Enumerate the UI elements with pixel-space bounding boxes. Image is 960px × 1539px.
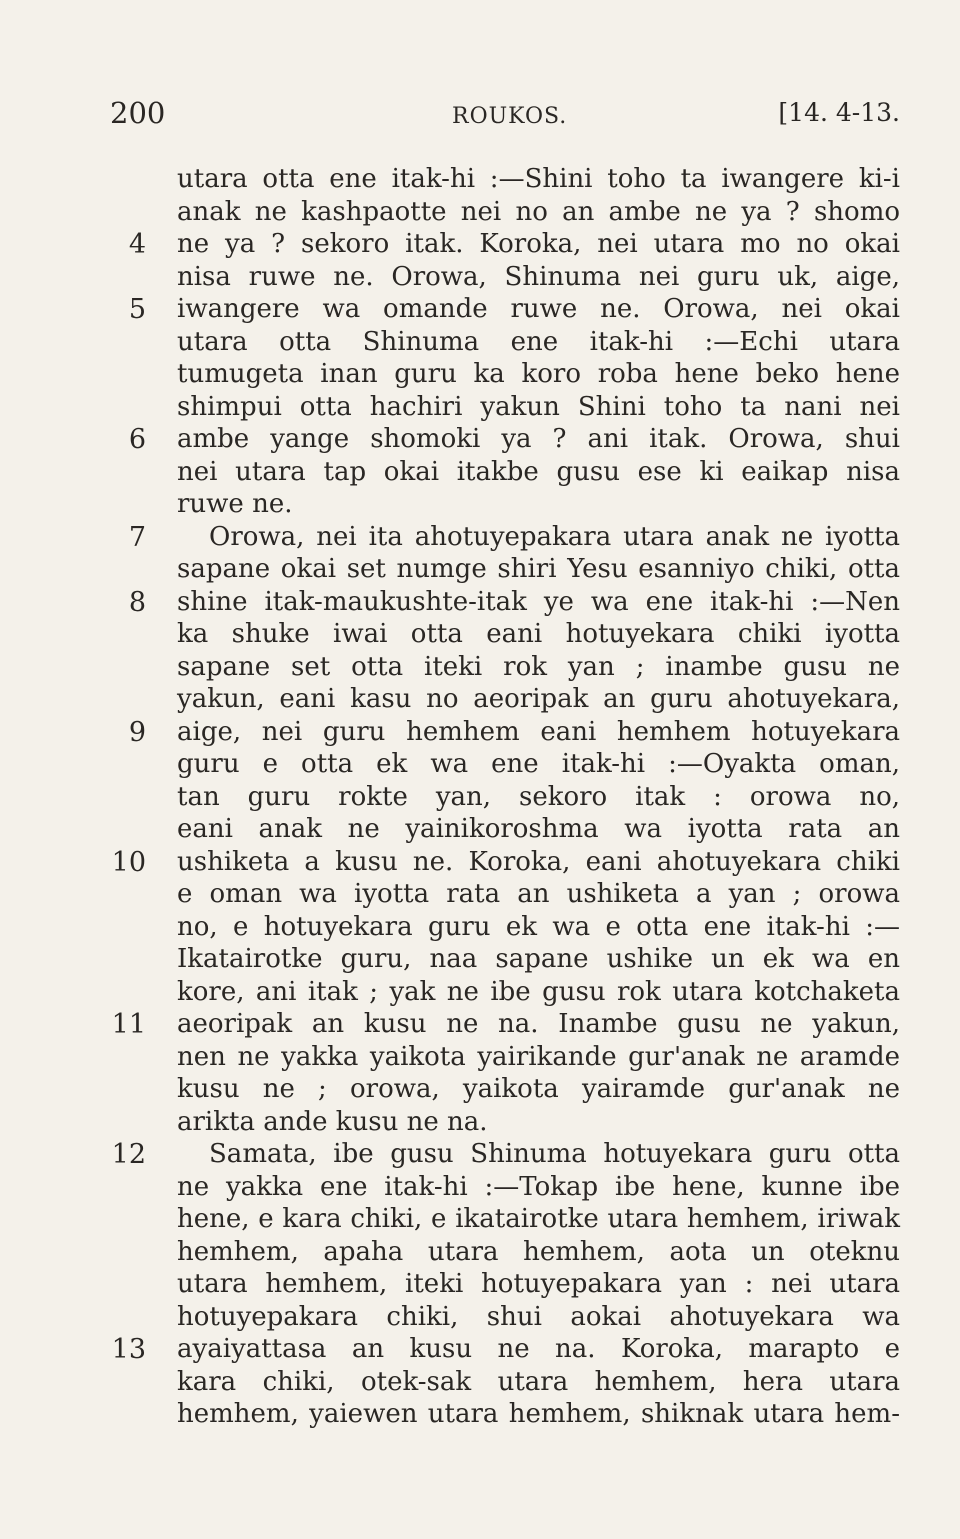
verse-number: 7 <box>128 521 146 553</box>
line-text: ushiketa a kusu ne. Koroka, eani ahotuyekara chiki <box>177 846 900 877</box>
line-text: nei utara tap okai itakbe gusu ese ki eaikap nisa <box>177 456 900 487</box>
line-text: nisa ruwe ne. Orowa, Shinuma nei guru uk, aige, <box>177 261 900 292</box>
text-line <box>0 652 960 685</box>
text-line <box>0 1237 960 1270</box>
text-line <box>0 489 960 522</box>
text-line <box>0 587 960 620</box>
line-text: ruwe ne. <box>177 489 293 519</box>
text-line <box>0 294 960 327</box>
line-text: hene, e kara chiki, e ikatairotke utara hemhem, iriwak <box>177 1204 900 1234</box>
text-line <box>0 912 960 945</box>
text-line <box>0 262 960 295</box>
line-text: sapane set otta iteki rok yan ; inambe gusu ne <box>177 651 900 682</box>
text-line <box>0 457 960 490</box>
text-line <box>0 814 960 847</box>
line-text: tumugeta inan guru ka koro roba hene beko hene <box>177 359 900 389</box>
line-text: utara otta Shinuma ene itak-hi :—Echi utara <box>177 326 900 357</box>
text-line <box>0 977 960 1010</box>
text-line <box>0 619 960 652</box>
line-text: ambe yange shomoki ya ? ani itak. Orowa, shui <box>177 424 900 454</box>
line-text: ne yakka ene itak-hi :—Tokap ibe hene, kunne ibe <box>177 1171 900 1202</box>
text-line <box>0 1009 960 1042</box>
line-text: kara chiki, otek-sak utara hemhem, hera utara <box>177 1366 900 1397</box>
text-line <box>0 327 960 360</box>
line-text: eani anak ne yainikoroshma wa iyotta rata an <box>177 814 900 844</box>
line-text: hotuyepakara chiki, shui aokai ahotuyekara wa <box>177 1301 900 1332</box>
line-text: shine itak-maukushte-itak ye wa ene itak-hi :—Nen <box>177 586 900 617</box>
line-text: ka shuke iwai otta eani hotuyekara chiki iyotta <box>177 619 900 649</box>
text-line <box>0 684 960 717</box>
line-text: aige, nei guru hemhem eani hemhem hotuyekara <box>177 716 900 747</box>
line-text: nen ne yakka yaikota yairikande gur'anak ne aramde <box>177 1041 900 1072</box>
line-text: Ikatairotke guru, naa sapane ushike un ek wa en <box>177 944 900 974</box>
verse-number: 4 <box>128 229 146 260</box>
text-line <box>0 359 960 392</box>
text-line <box>0 879 960 912</box>
text-line <box>0 522 960 555</box>
text-line <box>0 229 960 262</box>
text-line <box>0 1302 960 1335</box>
running-header <box>110 96 900 136</box>
line-text: no, e hotuyekara guru ek wa e otta ene itak-hi :— <box>177 911 900 942</box>
verse-number: 12 <box>111 1139 146 1170</box>
line-text: utara otta ene itak-hi :—Shini toho ta iwangere ki-i <box>177 164 900 194</box>
text-line <box>0 782 960 815</box>
running-title: ROUKOS. <box>452 104 568 129</box>
text-line <box>0 1367 960 1400</box>
line-text: ayaiyattasa an kusu ne na. Koroka, marapto e <box>177 1334 900 1364</box>
line-text: utara hemhem, iteki hotuyepakara yan : nei utara <box>177 1269 900 1299</box>
verse-number: 8 <box>128 586 146 618</box>
line-text: Samata, ibe gusu Shinuma hotuyekara guru otta <box>209 1139 900 1169</box>
verse-number: 11 <box>111 1009 146 1040</box>
verse-number: 9 <box>128 716 146 748</box>
line-text: Orowa, nei ita ahotuyepakara utara anak ne iyotta <box>209 521 900 552</box>
line-text: kore, ani itak ; yak ne ibe gusu rok utara kotchaketa <box>177 976 900 1007</box>
text-line <box>0 1074 960 1107</box>
line-text: guru e otta ek wa ene itak-hi :—Oyakta oman, <box>177 749 900 779</box>
page-body <box>0 164 960 1432</box>
text-line <box>0 554 960 587</box>
line-text: anak ne kashpaotte nei no an ambe ne ya ? shomo <box>177 196 900 227</box>
text-line <box>0 717 960 750</box>
text-line <box>0 424 960 457</box>
verse-number: 13 <box>111 1334 146 1365</box>
line-text: shimpui otta hachiri yakun Shini toho ta nani nei <box>177 391 900 422</box>
line-text: arikta ande kusu ne na. <box>177 1106 488 1137</box>
text-line <box>0 749 960 782</box>
text-line <box>0 392 960 425</box>
line-text: hemhem, yaiewen utara hemhem, shiknak utara hem- <box>177 1399 900 1429</box>
line-text: e oman wa iyotta rata an ushiketa a yan ; orowa <box>177 879 900 909</box>
line-text: tan guru rokte yan, sekoro itak : orowa no, <box>177 781 900 812</box>
text-line <box>0 1399 960 1432</box>
text-line <box>0 1042 960 1075</box>
line-text: iwangere wa omande ruwe ne. Orowa, nei okai <box>177 294 900 324</box>
line-text: hemhem, apaha utara hemhem, aota un oteknu <box>177 1236 900 1267</box>
line-text: kusu ne ; orowa, yaikota yairamde gur'anak ne <box>177 1074 900 1104</box>
text-line <box>0 164 960 197</box>
line-text: sapane okai set numge shiri Yesu esanniyo chiki, otta <box>177 554 900 584</box>
text-line <box>0 1334 960 1367</box>
text-line <box>0 944 960 977</box>
verse-number: 6 <box>128 424 146 455</box>
line-text: yakun, eani kasu no aeoripak an guru ahotuyekara, <box>177 684 900 714</box>
page-number: 200 <box>110 96 166 130</box>
verse-number: 10 <box>111 846 146 878</box>
text-line <box>0 1204 960 1237</box>
text-line <box>0 1107 960 1140</box>
text-line <box>0 1269 960 1302</box>
line-text: aeoripak an kusu ne na. Inambe gusu ne yakun, <box>177 1009 900 1039</box>
verse-number: 5 <box>128 294 146 325</box>
chapter-reference: [14. 4-13. <box>778 98 900 127</box>
text-line <box>0 197 960 230</box>
text-line <box>0 1172 960 1205</box>
text-line <box>0 1139 960 1172</box>
text-line <box>0 847 960 880</box>
line-text: ne ya ? sekoro itak. Koroka, nei utara mo no okai <box>177 229 900 259</box>
